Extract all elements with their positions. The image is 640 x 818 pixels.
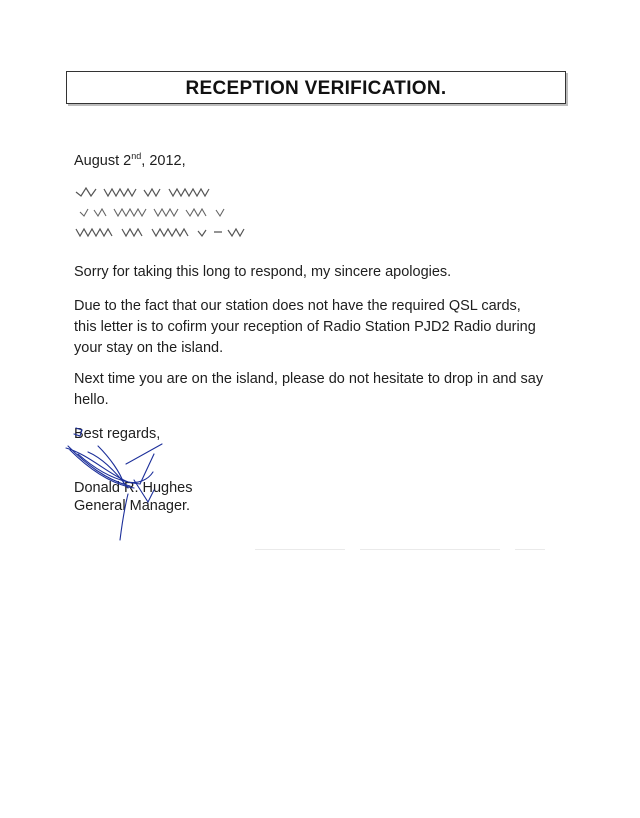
title-box xyxy=(66,71,566,104)
signatory-name: Donald R. Hughes xyxy=(74,480,193,496)
faint-scan-line xyxy=(255,549,345,550)
faint-scan-line xyxy=(515,549,545,550)
redacted-line-3 xyxy=(74,224,254,240)
letter-date xyxy=(74,151,186,172)
page-title: RECEPTION VERIFICATION. xyxy=(185,78,447,99)
date-suffix: nd xyxy=(131,151,142,162)
faint-scan-line xyxy=(360,549,500,550)
redacted-address xyxy=(74,184,254,244)
redacted-line-1 xyxy=(74,184,224,200)
paragraph-apology: Sorry for taking this long to respond, my sincere apologies. xyxy=(74,264,452,280)
date-rest: , 2012, xyxy=(141,153,186,169)
redacted-line-2 xyxy=(74,204,244,220)
paragraph-invitation: Next time you are on the island, please do not hesitate to drop in and say hello. xyxy=(74,371,544,408)
paragraph-verification: Due to the fact that our station does not have the required QSL cards, this letter is to cofirm your reception of Radio Station PJD2 Radio during your stay on the island. xyxy=(74,298,536,356)
closing: Best regards, xyxy=(74,426,161,442)
signatory-title: General Manager. xyxy=(74,498,191,514)
date-day: August 2 xyxy=(74,153,132,169)
handwritten-signature xyxy=(58,424,178,544)
